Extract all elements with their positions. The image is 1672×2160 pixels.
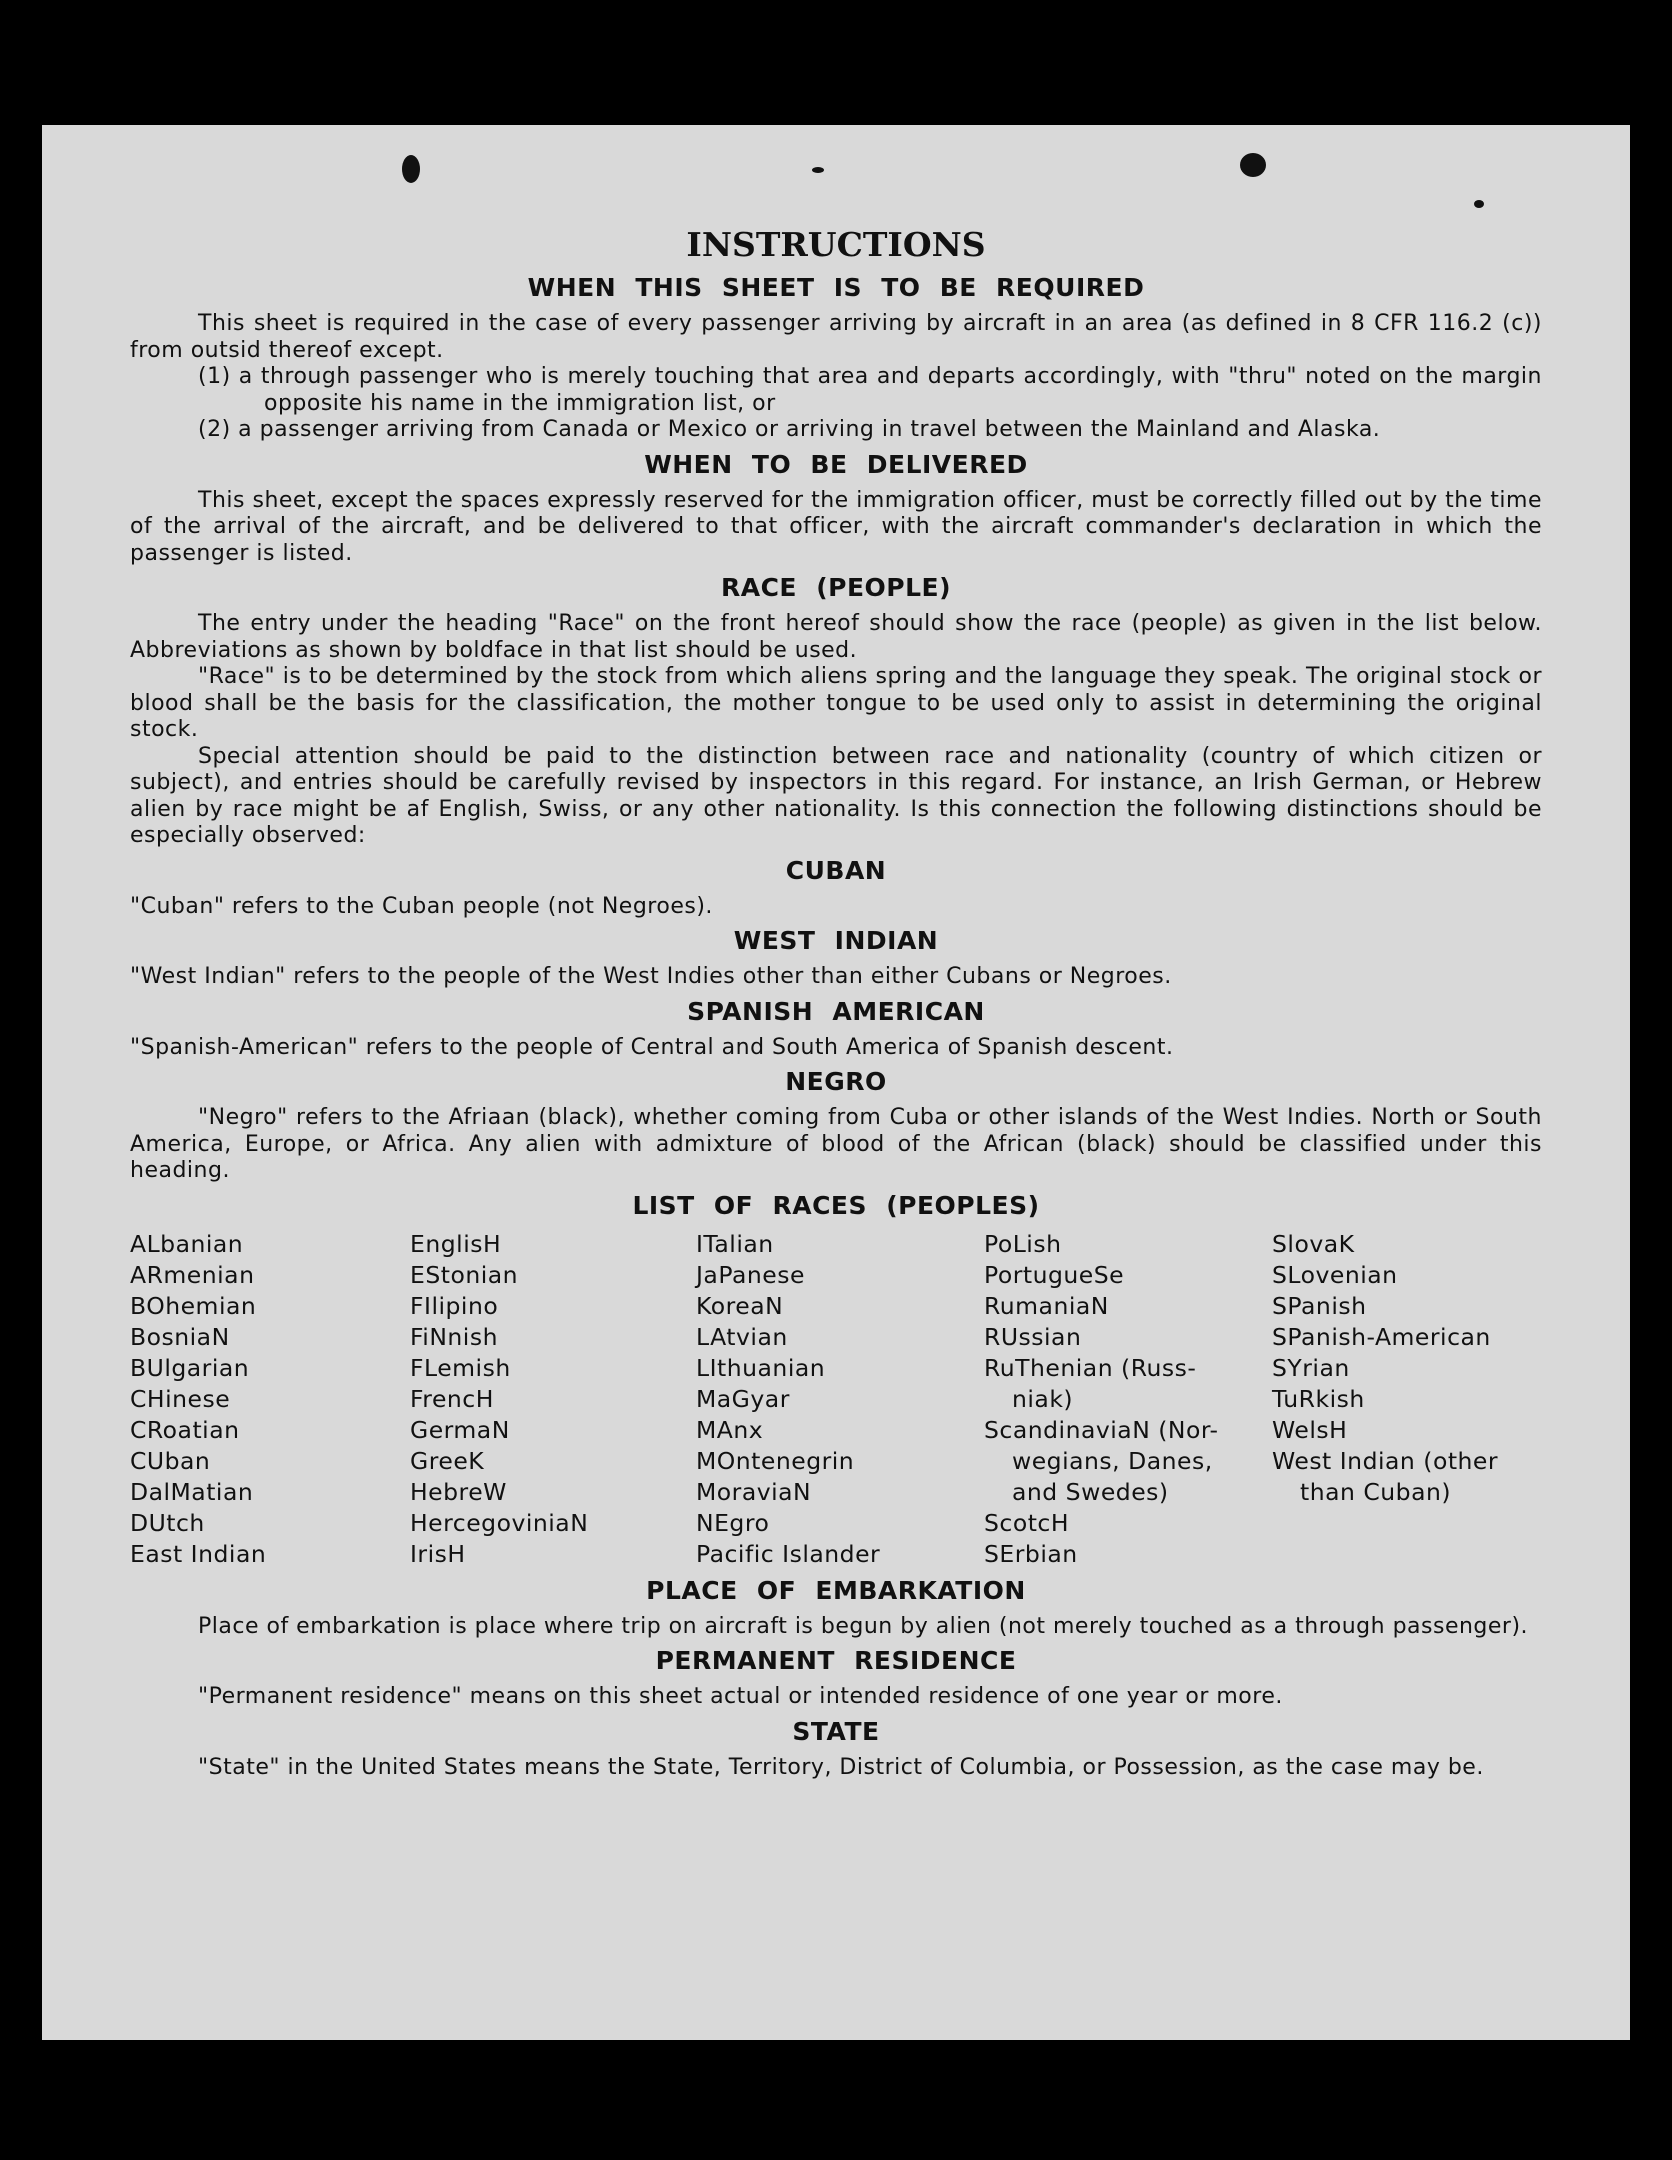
heading-when-delivered: WHEN TO BE DELIVERED bbox=[644, 449, 1028, 479]
heading-embarkation: PLACE OF EMBARKATION bbox=[646, 1575, 1026, 1605]
paragraph-state: "State" in the United States means the State, Territory, District of Columbia, or Possession, as the case may be. bbox=[198, 1754, 1484, 1780]
race-list-item: East Indian bbox=[130, 1539, 267, 1568]
race-list-item: MaGyar bbox=[696, 1384, 790, 1413]
race-list-item: MoraviaN bbox=[696, 1477, 812, 1506]
race-list-item: ScotcH bbox=[984, 1508, 1070, 1537]
race-list-item: SPanish-American bbox=[1272, 1322, 1491, 1351]
heading-list-of-races: LIST OF RACES (PEOPLES) bbox=[632, 1190, 1040, 1220]
race-list-item: RumaniaN bbox=[984, 1291, 1109, 1320]
race-list-item: FLemish bbox=[410, 1353, 511, 1382]
race-list-item: BUlgarian bbox=[130, 1353, 250, 1382]
race-column-5 bbox=[1272, 1229, 1542, 1570]
race-list-item: RuThenian (Russ- bbox=[984, 1353, 1197, 1382]
race-list-item: HercegoviniaN bbox=[410, 1508, 589, 1537]
race-list-item: LAtvian bbox=[696, 1322, 788, 1351]
race-list-item: DUtch bbox=[130, 1508, 205, 1537]
race-list-item: PoLish bbox=[984, 1229, 1062, 1258]
race-list-item: KoreaN bbox=[696, 1291, 784, 1320]
race-list-item: DalMatian bbox=[130, 1477, 254, 1506]
race-list-item: wegians, Danes, bbox=[1012, 1446, 1213, 1475]
race-list-item: CUban bbox=[130, 1446, 211, 1475]
race-list-item: niak) bbox=[1012, 1384, 1074, 1413]
heading-state: STATE bbox=[792, 1716, 880, 1746]
race-column-4 bbox=[984, 1229, 1272, 1570]
race-list-item: ScandinaviaN (Nor- bbox=[984, 1415, 1219, 1444]
race-list-item: ALbanian bbox=[130, 1229, 244, 1258]
race-column-1 bbox=[130, 1229, 410, 1570]
race-list-item: IrisH bbox=[410, 1539, 466, 1568]
paragraph-race-1: The entry under the heading "Race" on the front hereof should show the race (people) as given in the list below. Abbreviations as shown by boldface in that list should be used. bbox=[130, 611, 1542, 663]
heading-spanish-american: SPANISH AMERICAN bbox=[687, 996, 985, 1026]
race-list-item: MAnx bbox=[696, 1415, 764, 1444]
race-list-item: CHinese bbox=[130, 1384, 231, 1413]
race-list-item: than Cuban) bbox=[1300, 1477, 1452, 1506]
paragraph-negro: "Negro" refers to the Afriaan (black), whether coming from Cuba or other islands of the West Indies. North or South America, Europe, or Africa. Any alien with admixture of blood of the African (black) should be classified under this heading. bbox=[130, 1105, 1542, 1183]
race-list-item: GreeK bbox=[410, 1446, 485, 1475]
heading-cuban: CUBAN bbox=[785, 855, 887, 885]
race-list-item: LIthuanian bbox=[696, 1353, 826, 1382]
paragraph-race-3: Special attention should be paid to the distinction between race and nationality (country of which citizen or subject), and entries should be carefully revised by inspectors in this regard. For instance, an Irish German, or Hebrew alien by race might be af English, Swiss, or any other nationality. Is this connection the following distinctions should be especially observed: bbox=[130, 743, 1542, 848]
paragraph-permanent-residence: "Permanent residence" means on this sheet actual or intended residence of one year or more. bbox=[198, 1684, 1283, 1709]
race-list-item: HebreW bbox=[410, 1477, 507, 1506]
page-title: INSTRUCTIONS bbox=[686, 225, 986, 264]
race-list bbox=[130, 1229, 1542, 1570]
ink-blot bbox=[1474, 200, 1484, 208]
race-list-item: FiNnish bbox=[410, 1322, 498, 1351]
list-item-through-passenger: (1) a through passenger who is merely touching that area and departs accordingly, with "thru" noted on the margin opposite his name in the immigration list, or bbox=[198, 364, 1542, 416]
race-list-item: TuRkish bbox=[1272, 1384, 1365, 1413]
ink-blot bbox=[402, 155, 420, 183]
list-item-canada-mexico: (2) a passenger arriving from Canada or Mexico or arriving in travel between the Mainland and Alaska. bbox=[198, 417, 1381, 442]
race-list-item: EnglisH bbox=[410, 1229, 502, 1258]
paragraph-race-2: "Race" is to be determined by the stock from which aliens spring and the language they speak. The original stock or blood shall be the basis for the classification, the mother tongue to be used only to assist in determining the original stock. bbox=[130, 664, 1542, 742]
race-list-item: and Swedes) bbox=[1012, 1477, 1169, 1506]
race-list-item: SYrian bbox=[1272, 1353, 1350, 1382]
heading-negro: NEGRO bbox=[785, 1067, 887, 1096]
race-list-item: ITalian bbox=[696, 1229, 774, 1258]
race-list-item: ARmenian bbox=[130, 1260, 255, 1289]
ink-blot bbox=[1240, 153, 1266, 177]
race-list-item: GermaN bbox=[410, 1415, 510, 1444]
race-list-item: BOhemian bbox=[130, 1291, 257, 1320]
heading-west-indian: WEST INDIAN bbox=[733, 926, 939, 955]
paragraph-cuban: "Cuban" refers to the Cuban people (not Negroes). bbox=[130, 893, 713, 919]
heading-permanent-residence: PERMANENT RESIDENCE bbox=[655, 1646, 1017, 1675]
paragraph-embarkation: Place of embarkation is place where trip on aircraft is begun by alien (not merely touched as a through passenger). bbox=[198, 1613, 1529, 1639]
race-column-3 bbox=[696, 1229, 984, 1570]
race-list-item: SlovaK bbox=[1272, 1229, 1355, 1258]
race-list-item: SErbian bbox=[984, 1539, 1078, 1568]
race-list-item: FrencH bbox=[410, 1384, 494, 1413]
race-list-item: MOntenegrin bbox=[696, 1446, 855, 1475]
heading-race: RACE (PEOPLE) bbox=[720, 573, 952, 602]
race-list-item: RUssian bbox=[984, 1322, 1082, 1351]
ink-blot bbox=[812, 167, 824, 173]
race-column-2 bbox=[410, 1229, 696, 1570]
race-list-item: JaPanese bbox=[696, 1260, 805, 1289]
race-list-item: CRoatian bbox=[130, 1415, 240, 1444]
race-list-item: FIlipino bbox=[410, 1291, 499, 1320]
race-list-item: EStonian bbox=[410, 1260, 519, 1289]
race-list-item: NEgro bbox=[696, 1508, 770, 1537]
race-list-item: BosniaN bbox=[130, 1322, 230, 1351]
paragraph-delivered: This sheet, except the spaces expressly reserved for the immigration officer, must be correctly filled out by the time of the arrival of the aircraft, and be delivered to that officer, with the aircraft commander's declaration in which the passenger is listed. bbox=[130, 487, 1542, 566]
race-list-item: SPanish bbox=[1272, 1291, 1367, 1320]
document-sheet bbox=[42, 125, 1630, 2040]
race-list-item: PortugueSe bbox=[984, 1260, 1125, 1289]
race-list-item: SLovenian bbox=[1272, 1260, 1398, 1289]
race-list-item: Pacific Islander bbox=[696, 1539, 881, 1568]
paragraph-spanish-american: "Spanish-American" refers to the people of Central and South America of Spanish descent. bbox=[130, 1034, 1174, 1060]
race-list-item: WelsH bbox=[1272, 1415, 1348, 1444]
paragraph-required-intro: This sheet is required in the case of every passenger arriving by aircraft in an area (as defined in 8 CFR 116.2 (c)) from outsid thereof except. bbox=[130, 311, 1542, 363]
paragraph-west-indian: "West Indian" refers to the people of the West Indies other than either Cubans or Negroes. bbox=[130, 964, 1172, 989]
race-list-item: West Indian (other bbox=[1272, 1446, 1499, 1475]
heading-when-required: WHEN THIS SHEET IS TO BE REQUIRED bbox=[527, 273, 1145, 302]
instructions-content bbox=[130, 225, 1542, 1781]
